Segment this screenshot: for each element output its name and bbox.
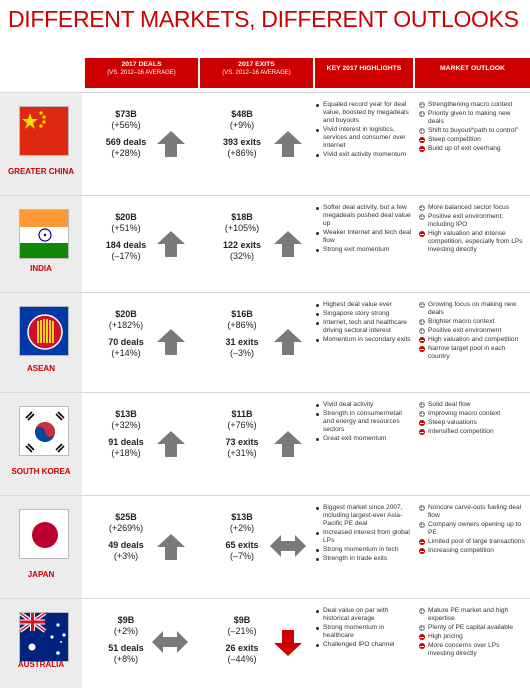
plus-circle-icon: [419, 128, 425, 134]
deals-count-change: (–17%): [111, 251, 141, 261]
deals-trend-up-arrow-icon: [157, 131, 185, 162]
exits-value: $13B: [231, 512, 253, 522]
deals-count: 569 deals: [105, 137, 147, 147]
highlights-list: [316, 204, 414, 255]
header-exits: [200, 58, 313, 88]
exits-value: $48B: [231, 109, 253, 119]
outlook-list: [419, 204, 527, 255]
deals-count: 51 deals: [108, 643, 144, 653]
highlight-item: Softer deal activity, but a few megadeals pushed deal value up: [316, 204, 414, 228]
exits-count-change: (–7%): [229, 551, 254, 561]
country-flag: [19, 406, 69, 456]
deals-value: $20B: [115, 212, 137, 222]
outlook-text: Company owners opening up to PE: [428, 521, 522, 536]
minus-circle-icon: [419, 146, 425, 152]
plus-circle-icon: [419, 328, 425, 334]
outlook-item: [419, 547, 527, 555]
minus-circle-icon: [419, 429, 425, 435]
deals-count: 184 deals: [105, 240, 147, 250]
deals-figures: [96, 615, 156, 665]
highlights-list: [316, 301, 414, 345]
market-row: [0, 495, 530, 598]
outlook-text: High valuation and competition: [428, 336, 519, 343]
country-name: AUSTRALIA: [17, 660, 65, 669]
japan-flag-icon: [20, 510, 69, 559]
exits-trend-up-arrow-icon: [274, 231, 302, 262]
market-row: [0, 598, 530, 688]
outlook-list: [419, 401, 527, 437]
outlook-text: Increasing competition: [428, 547, 494, 554]
deals-figures: [96, 512, 156, 562]
deals-value-change: (+269%): [108, 523, 144, 533]
exits-count-change: (–3%): [229, 348, 254, 358]
highlight-item: Momentum in secondary exits: [316, 336, 414, 344]
exits-value: $11B: [231, 409, 253, 419]
plus-circle-icon: [419, 302, 425, 308]
outlook-list: [419, 607, 527, 659]
deals-value: $20B: [115, 309, 137, 319]
outlook-item: [419, 127, 527, 135]
outlook-item: [419, 624, 527, 632]
deals-count: 49 deals: [108, 540, 144, 550]
header-highlights: KEY 2017 HIGHLIGHTS: [315, 58, 413, 88]
deals-value-change: (+56%): [111, 120, 141, 130]
highlights-list: [316, 401, 414, 444]
exits-value-change: (+2%): [229, 523, 255, 533]
exits-figures: [212, 109, 272, 159]
outlook-text: Noncore carve-outs fueling deal flow: [428, 504, 522, 519]
exits-count: 73 exits: [225, 437, 259, 447]
country-name: ASEAN: [26, 364, 55, 373]
minus-circle-icon: [419, 420, 425, 426]
exits-value: $9B: [233, 615, 251, 625]
flag-column: [0, 196, 82, 292]
exits-figures: [212, 309, 272, 359]
outlook-text: Strengthening macro context: [428, 101, 513, 108]
highlight-item: Strength in trade exits: [316, 555, 414, 563]
exits-figures: [212, 512, 272, 562]
exits-count: 393 exits: [222, 137, 262, 147]
highlight-item: Equaled record year for deal value, boosted by megadeals and buyouts: [316, 101, 414, 125]
outlook-item: [419, 230, 527, 254]
page-title: DIFFERENT MARKETS, DIFFERENT OUTLOOKS: [8, 6, 519, 32]
outlook-item: [419, 136, 527, 144]
plus-circle-icon: [419, 625, 425, 631]
deals-value: $25B: [115, 512, 137, 522]
market-row: [0, 195, 530, 292]
header-exits-label: 2017 EXITS: [238, 61, 275, 68]
outlook-text: Solid deal flow: [428, 401, 471, 408]
highlight-item: Biggest market since 2007, including largest-ever Asia-Pacific PE deal: [316, 504, 414, 528]
flag-column: [0, 599, 82, 688]
plus-circle-icon: [419, 411, 425, 417]
china-flag-icon: [20, 107, 69, 156]
exits-count: 31 exits: [225, 337, 259, 347]
plus-circle-icon: [419, 522, 425, 528]
exits-figures: [212, 615, 272, 665]
exits-figures: [212, 409, 272, 459]
outlook-item: [419, 101, 527, 109]
highlight-item: Singapore story strong: [316, 310, 414, 318]
outlook-text: More concerns over LPs investing directly: [428, 642, 500, 657]
highlight-item: Vivid deal activity: [316, 401, 414, 409]
exits-value-change: (+9%): [229, 120, 255, 130]
exits-count: 65 exits: [225, 540, 259, 550]
outlook-item: [419, 204, 527, 212]
plus-circle-icon: [419, 205, 425, 211]
highlight-item: Internet, tech and healthcare driving sectoral interest: [316, 319, 414, 335]
deals-value-change: (+32%): [111, 420, 141, 430]
exits-count-change: (+86%): [227, 148, 257, 158]
deals-value: $9B: [117, 615, 135, 625]
outlook-text: Improving macro context: [428, 410, 501, 417]
minus-circle-icon: [419, 337, 425, 343]
outlook-text: Positive exit environment: [428, 327, 502, 334]
exits-value-change: (+105%): [224, 223, 260, 233]
outlook-item: [419, 336, 527, 344]
outlook-list: [419, 504, 527, 556]
flag-column: [0, 93, 82, 195]
exits-value-change: (–21%): [227, 626, 257, 636]
outlook-text: Narrow target pool in each country: [428, 345, 506, 360]
exits-value: $16B: [231, 309, 253, 319]
deals-value-change: (+182%): [108, 320, 144, 330]
header-deals-sub: (VS. 2012–16 AVERAGE): [107, 70, 176, 76]
outlook-item: [419, 110, 527, 126]
outlook-item: [419, 327, 527, 335]
outlook-item: [419, 301, 527, 317]
outlook-text: Brighter macro context: [428, 318, 495, 325]
exits-count-change: (32%): [229, 251, 254, 261]
highlight-item: Vivid interest in logistics, services and consumer over Internet: [316, 126, 414, 150]
highlight-item: Highest deal value ever: [316, 301, 414, 309]
exits-value: $18B: [231, 212, 253, 222]
outlook-list: [419, 301, 527, 362]
exits-value-change: (+76%): [227, 420, 257, 430]
deals-value: $73B: [115, 109, 137, 119]
exits-count-change: (–44%): [227, 654, 257, 664]
deals-count-change: (+14%): [111, 348, 141, 358]
outlook-item: [419, 504, 527, 520]
country-name: SOUTH KOREA: [11, 467, 71, 476]
market-row: [0, 92, 530, 195]
minus-circle-icon: [419, 231, 425, 237]
flag-column: [0, 496, 82, 598]
country-flag: [19, 306, 69, 356]
exits-trend-up-arrow-icon: [274, 431, 302, 462]
outlook-text: Build up of exit overhang: [428, 145, 501, 152]
plus-circle-icon: [419, 319, 425, 325]
outlook-text: Limited pool of large transactions: [428, 538, 525, 545]
outlook-item: [419, 428, 527, 436]
minus-circle-icon: [419, 137, 425, 143]
outlook-item: [419, 410, 527, 418]
plus-circle-icon: [419, 505, 425, 511]
australia-flag-icon: [20, 613, 69, 662]
highlight-item: Strong momentum in tech: [316, 546, 414, 554]
deals-trend-flat-arrow-icon: [152, 631, 188, 658]
minus-circle-icon: [419, 643, 425, 649]
outlook-item: [419, 419, 527, 427]
country-name: INDIA: [30, 264, 52, 273]
market-row: [0, 392, 530, 495]
header-deals-label: 2017 DEALS: [121, 61, 162, 68]
outlook-item: [419, 145, 527, 153]
outlook-item: [419, 345, 527, 361]
highlights-list: [316, 504, 414, 564]
deals-trend-up-arrow-icon: [157, 431, 185, 462]
plus-circle-icon: [419, 214, 425, 220]
deals-figures: [96, 212, 156, 262]
outlook-text: Steep competition: [428, 136, 481, 143]
country-flag: [19, 509, 69, 559]
deals-value-change: (+51%): [111, 223, 141, 233]
country-name: JAPAN: [27, 570, 55, 579]
india-flag-icon: [20, 210, 69, 259]
country-flag: [19, 612, 69, 662]
highlight-item: Deal value on par with historical average: [316, 607, 414, 623]
outlook-text: Plenty of PE capital available: [428, 624, 514, 631]
deals-count-change: (+3%): [113, 551, 139, 561]
deals-count-change: (+18%): [111, 448, 141, 458]
plus-circle-icon: [419, 608, 425, 614]
plus-circle-icon: [419, 102, 425, 108]
highlight-item: Weaker Internet and tech deal flow: [316, 229, 414, 245]
highlight-item: Strong momentum in healthcare: [316, 624, 414, 640]
exits-trend-up-arrow-icon: [274, 131, 302, 162]
exits-value-change: (+86%): [227, 320, 257, 330]
asean-flag-icon: [20, 307, 69, 356]
outlook-text: Shift to buyout/“path to control”: [428, 127, 519, 134]
exits-count-change: (+31%): [227, 448, 257, 458]
market-row: [0, 292, 530, 392]
flag-column: [0, 293, 82, 392]
highlight-item: Great exit momentum: [316, 435, 414, 443]
deals-value: $13B: [115, 409, 137, 419]
highlight-item: Strength in consumer/retail and energy and resources sectors: [316, 410, 414, 434]
minus-circle-icon: [419, 548, 425, 554]
outlook-item: [419, 607, 527, 623]
country-flag: [19, 209, 69, 259]
outlook-item: [419, 401, 527, 409]
exits-trend-down-arrow-icon: [274, 630, 302, 661]
header-deals: [85, 58, 198, 88]
outlook-item: [419, 521, 527, 537]
deals-value-change: (+2%): [113, 626, 139, 636]
outlook-list: [419, 101, 527, 154]
outlook-text: Intensified competition: [428, 428, 494, 435]
deals-count: 91 deals: [108, 437, 144, 447]
exits-figures: [212, 212, 272, 262]
deals-trend-up-arrow-icon: [157, 231, 185, 262]
outlook-text: High pricing: [428, 633, 463, 640]
minus-circle-icon: [419, 346, 425, 352]
outlook-item: [419, 213, 527, 229]
highlight-item: Challenged IPO channel: [316, 641, 414, 649]
country-flag: [19, 106, 69, 156]
outlook-item: [419, 318, 527, 326]
highlights-list: [316, 607, 414, 650]
deals-trend-up-arrow-icon: [157, 534, 185, 565]
outlook-text: More balanced sector focus: [428, 204, 509, 211]
south-korea-flag-icon: [20, 407, 69, 456]
outlook-text: Steep valuations: [428, 419, 477, 426]
minus-circle-icon: [419, 634, 425, 640]
header-outlook: MARKET OUTLOOK: [415, 58, 530, 88]
outlook-text: High valuation and intense competition, especially from LPs investing directly: [428, 230, 523, 253]
plus-circle-icon: [419, 402, 425, 408]
deals-figures: [96, 309, 156, 359]
header-exits-sub: (VS. 2012–16 AVERAGE): [222, 70, 291, 76]
minus-circle-icon: [419, 539, 425, 545]
outlook-item: [419, 633, 527, 641]
exits-count: 122 exits: [222, 240, 262, 250]
outlook-text: Positive exit environment, including IPO: [428, 213, 504, 228]
outlook-item: [419, 538, 527, 546]
flag-column: [0, 393, 82, 495]
outlook-text: Growing focus on making new deals: [428, 301, 517, 316]
exits-trend-up-arrow-icon: [274, 329, 302, 360]
outlook-text: Priority given to making new deals: [428, 110, 511, 125]
deals-figures: [96, 409, 156, 459]
deals-count-change: (+8%): [113, 654, 139, 664]
exits-count: 26 exits: [225, 643, 259, 653]
highlight-item: Increased interest from global LPs: [316, 529, 414, 545]
highlights-list: [316, 101, 414, 160]
outlook-item: [419, 642, 527, 658]
country-name: GREATER CHINA: [7, 167, 75, 176]
exits-trend-flat-arrow-icon: [270, 535, 306, 562]
deals-count: 70 deals: [108, 337, 144, 347]
outlook-text: Mature PE market and high expertise: [428, 607, 509, 622]
deals-count-change: (+28%): [111, 148, 141, 158]
highlight-item: Strong exit momentum: [316, 246, 414, 254]
plus-circle-icon: [419, 111, 425, 117]
highlight-item: Vivid exit activity momentum: [316, 151, 414, 159]
deals-trend-up-arrow-icon: [157, 329, 185, 360]
deals-figures: [96, 109, 156, 159]
